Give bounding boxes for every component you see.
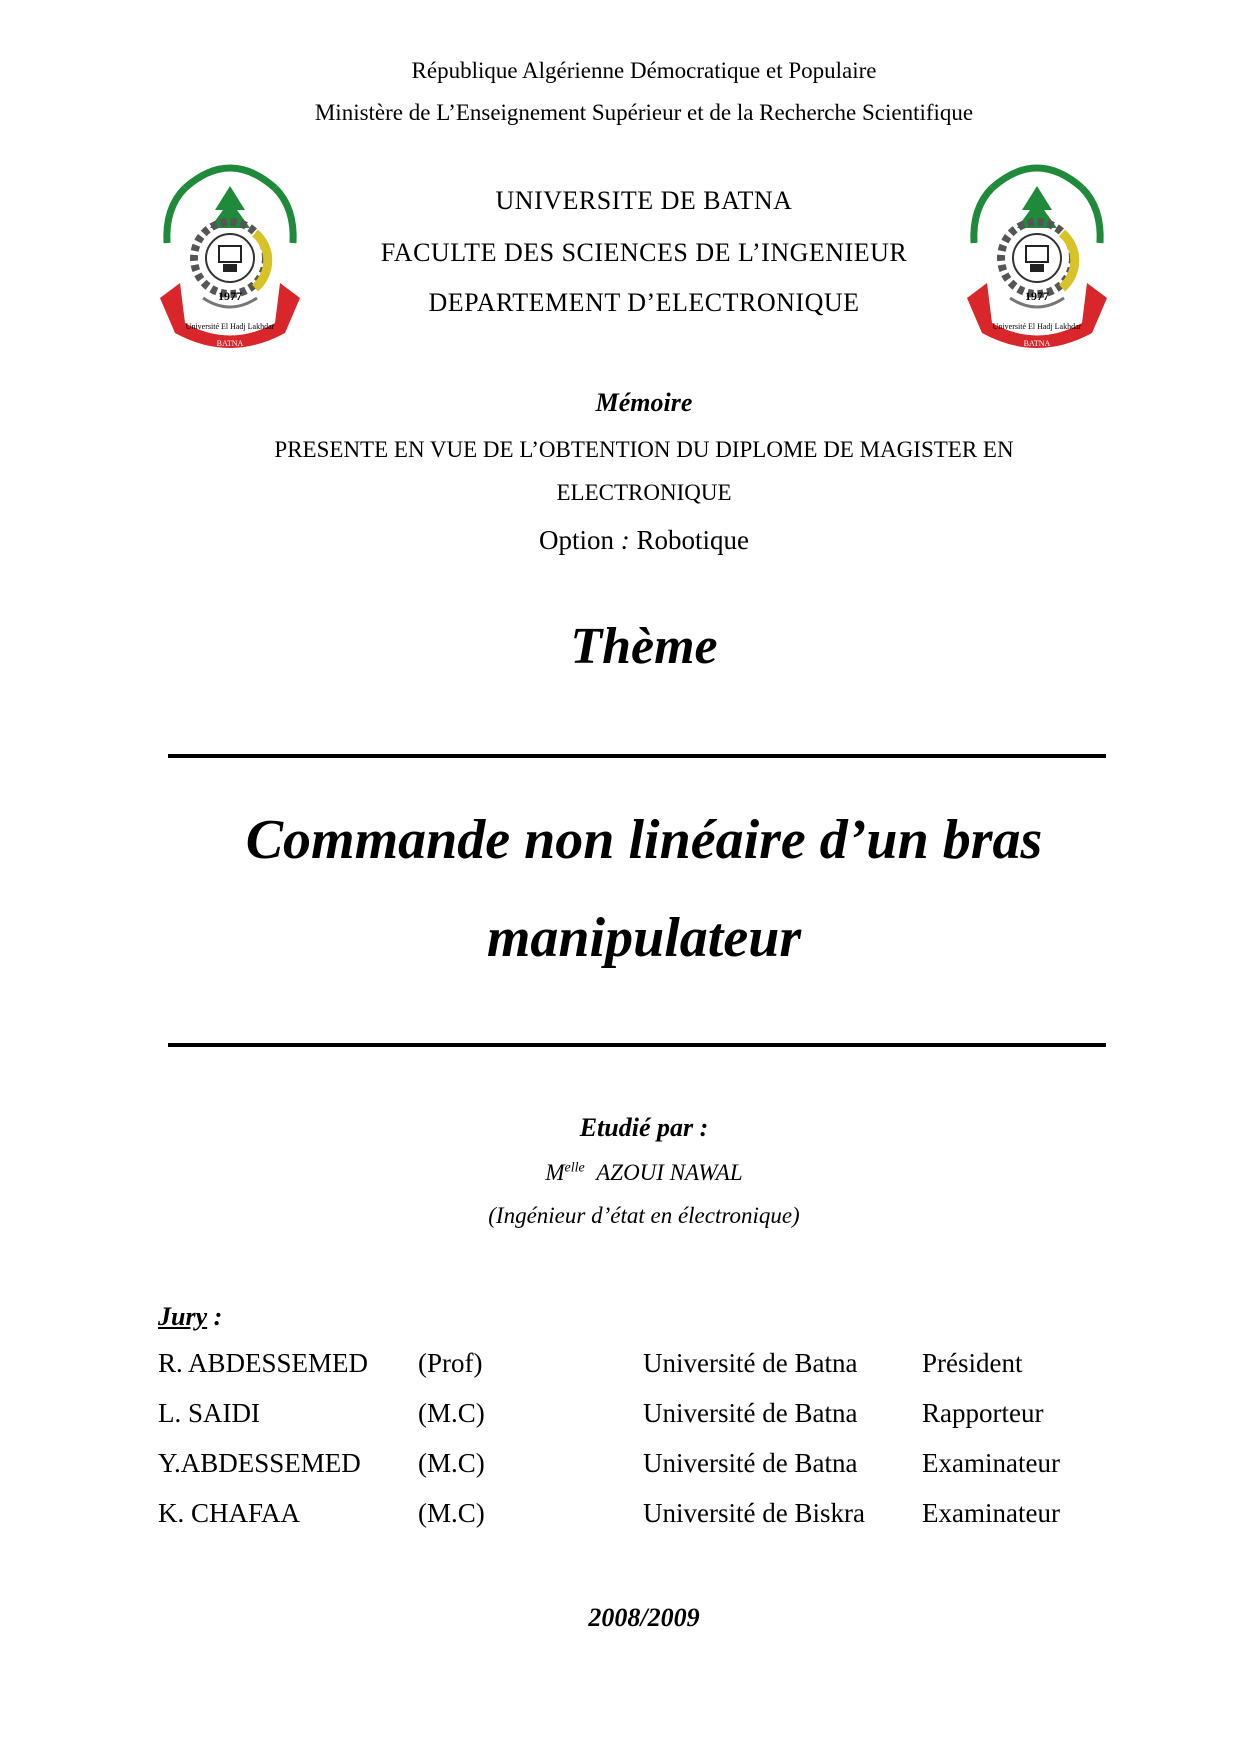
title-rule-top — [168, 754, 1106, 758]
jury-member-institution: Université de Batna — [643, 1398, 858, 1428]
ministry-header: Ministère de L’Enseignement Supérieur et de la Recherche Scientifique — [314, 100, 974, 125]
memoire-label: Mémoire — [595, 388, 693, 417]
jury-member-name: Y.ABDESSEMED — [158, 1448, 361, 1478]
title-rule-bottom — [168, 1043, 1106, 1047]
country-header: République Algérienne Démocratique et Populaire — [411, 58, 877, 83]
author-title-prefix: M — [545, 1160, 565, 1185]
author-name: AZOUI NAWAL — [596, 1160, 743, 1185]
faculty-name: FACULTE DES SCIENCES DE L’INGENIEUR — [380, 238, 908, 267]
studied-by-label: Etudié par : — [579, 1113, 709, 1142]
jury-heading — [158, 1302, 222, 1332]
jury-label: Jury — [158, 1302, 208, 1331]
svg-text:Université El Hadj Lakhdar: Université El Hadj Lakhdar — [992, 322, 1082, 331]
option-line — [0, 525, 1240, 556]
option-value: Robotique — [636, 525, 749, 555]
jury-member-grade: (Prof) — [418, 1348, 483, 1378]
jury-member-role: Examinateur — [922, 1448, 1060, 1478]
jury-row — [158, 1398, 1118, 1438]
svg-text:1977: 1977 — [218, 289, 242, 303]
diploma-line-2: ELECTRONIQUE — [556, 480, 732, 505]
department-name: DEPARTEMENT D’ELECTRONIQUE — [428, 288, 860, 317]
svg-text:Université El Hadj Lakhdar: Université El Hadj Lakhdar — [185, 322, 275, 331]
svg-text:1977: 1977 — [1025, 289, 1049, 303]
thesis-title-line-1: Commande non linéaire d’un bras — [245, 809, 1043, 871]
jury-colon: : — [207, 1302, 223, 1331]
jury-member-role: Examinateur — [922, 1498, 1060, 1528]
author-qualification: (Ingénieur d’état en électronique) — [488, 1203, 800, 1228]
jury-member-institution: Université de Batna — [643, 1448, 858, 1478]
jury-row — [158, 1348, 1118, 1388]
jury-member-name: L. SAIDI — [158, 1398, 260, 1428]
option-label: Option — [538, 525, 614, 555]
theme-label: Thème — [570, 618, 718, 675]
author-line — [0, 1160, 1240, 1186]
jury-member-role: Rapporteur — [922, 1398, 1044, 1428]
jury-row — [158, 1448, 1118, 1488]
svg-text:BATNA: BATNA — [1023, 339, 1051, 348]
thesis-title-line-2: manipulateur — [486, 907, 802, 969]
jury-member-institution: Université de Biskra — [643, 1498, 865, 1528]
jury-member-institution: Université de Batna — [643, 1348, 858, 1378]
jury-member-grade: (M.C) — [418, 1398, 485, 1428]
jury-member-grade: (M.C) — [418, 1498, 485, 1528]
author-title-sup: elle — [564, 1160, 585, 1176]
jury-member-grade: (M.C) — [418, 1448, 485, 1478]
option-separator: : — [620, 525, 630, 555]
jury-row — [158, 1498, 1118, 1538]
academic-year: 2008/2009 — [588, 1603, 700, 1632]
jury-member-name: K. CHAFAA — [158, 1498, 301, 1528]
diploma-line-1: PRESENTE EN VUE DE L’OBTENTION DU DIPLOME DE MAGISTER EN — [274, 437, 1014, 462]
jury-member-name: R. ABDESSEMED — [158, 1348, 369, 1378]
jury-member-role: Président — [922, 1348, 1023, 1378]
svg-text:BATNA: BATNA — [216, 339, 244, 348]
university-name: UNIVERSITE DE BATNA — [495, 186, 793, 215]
